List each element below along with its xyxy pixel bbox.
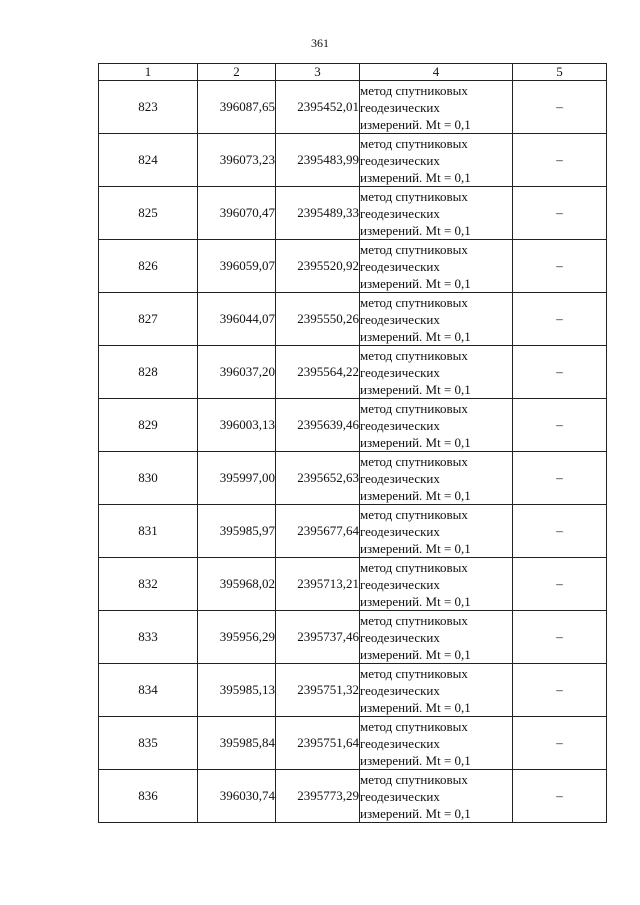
point-number-cell: 833: [99, 611, 198, 664]
method-line: метод спутниковых: [360, 82, 468, 98]
point-number-cell: 828: [99, 346, 198, 399]
method-line: геодезических: [360, 629, 440, 645]
x-coordinate-cell: 396073,23: [198, 134, 276, 187]
method-line: метод спутниковых: [360, 771, 468, 787]
column-5-cell: –: [513, 187, 607, 240]
table-row: [99, 770, 607, 823]
x-coordinate-cell: 396044,07: [198, 293, 276, 346]
method-line: метод спутниковых: [360, 135, 468, 151]
x-coordinate-cell: 395985,84: [198, 717, 276, 770]
method-line: измерений. Mt = 0,1: [360, 116, 471, 132]
point-number-cell: 835: [99, 717, 198, 770]
table-row: [99, 293, 607, 346]
method-cell: [360, 611, 513, 664]
table-row: [99, 346, 607, 399]
method-line: измерений. Mt = 0,1: [360, 699, 471, 715]
y-coordinate-cell: 2395550,26: [276, 293, 360, 346]
x-coordinate-cell: 396087,65: [198, 81, 276, 134]
table-header-row: [99, 64, 607, 81]
method-line: измерений. Mt = 0,1: [360, 328, 471, 344]
method-cell: [360, 240, 513, 293]
y-coordinate-cell: 2395677,64: [276, 505, 360, 558]
method-line: метод спутниковых: [360, 612, 468, 628]
method-line: геодезических: [360, 417, 440, 433]
method-line: геодезических: [360, 99, 440, 115]
column-5-cell: –: [513, 717, 607, 770]
method-line: геодезических: [360, 364, 440, 380]
y-coordinate-cell: 2395639,46: [276, 399, 360, 452]
x-coordinate-cell: 395956,29: [198, 611, 276, 664]
method-cell: [360, 452, 513, 505]
method-cell: [360, 293, 513, 346]
table-row: [99, 611, 607, 664]
x-coordinate-cell: 395985,13: [198, 664, 276, 717]
method-line: метод спутниковых: [360, 718, 468, 734]
y-coordinate-cell: 2395489,33: [276, 187, 360, 240]
method-line: метод спутниковых: [360, 506, 468, 522]
method-line: геодезических: [360, 523, 440, 539]
point-number-cell: 827: [99, 293, 198, 346]
table-row: [99, 240, 607, 293]
table-row: [99, 505, 607, 558]
method-cell: [360, 505, 513, 558]
y-coordinate-cell: 2395483,99: [276, 134, 360, 187]
table-row: [99, 81, 607, 134]
method-line: геодезических: [360, 788, 440, 804]
x-coordinate-cell: 395997,00: [198, 452, 276, 505]
method-cell: [360, 558, 513, 611]
method-cell: [360, 399, 513, 452]
column-header-1: 1: [99, 64, 198, 81]
point-number-cell: 831: [99, 505, 198, 558]
column-5-cell: –: [513, 505, 607, 558]
table-row: [99, 187, 607, 240]
point-number-cell: 826: [99, 240, 198, 293]
method-line: измерений. Mt = 0,1: [360, 222, 471, 238]
method-line: измерений. Mt = 0,1: [360, 540, 471, 556]
table-row: [99, 717, 607, 770]
method-cell: [360, 187, 513, 240]
method-line: измерений. Mt = 0,1: [360, 487, 471, 503]
point-number-cell: 834: [99, 664, 198, 717]
method-line: геодезических: [360, 470, 440, 486]
method-line: геодезических: [360, 258, 440, 274]
method-line: измерений. Mt = 0,1: [360, 381, 471, 397]
page-number: 361: [311, 36, 329, 50]
point-number-cell: 832: [99, 558, 198, 611]
method-line: метод спутниковых: [360, 400, 468, 416]
column-5-cell: –: [513, 293, 607, 346]
column-header-5: 5: [513, 64, 607, 81]
method-cell: [360, 664, 513, 717]
column-header-4: 4: [360, 64, 513, 81]
method-line: метод спутниковых: [360, 665, 468, 681]
table-row: [99, 452, 607, 505]
method-line: метод спутниковых: [360, 559, 468, 575]
method-line: измерений. Mt = 0,1: [360, 752, 471, 768]
x-coordinate-cell: 396037,20: [198, 346, 276, 399]
column-5-cell: –: [513, 134, 607, 187]
method-cell: [360, 770, 513, 823]
x-coordinate-cell: 396070,47: [198, 187, 276, 240]
method-line: метод спутниковых: [360, 188, 468, 204]
method-line: измерений. Mt = 0,1: [360, 275, 471, 291]
method-line: геодезических: [360, 311, 440, 327]
method-line: измерений. Mt = 0,1: [360, 169, 471, 185]
y-coordinate-cell: 2395751,64: [276, 717, 360, 770]
point-number-cell: 829: [99, 399, 198, 452]
point-number-cell: 825: [99, 187, 198, 240]
column-5-cell: –: [513, 611, 607, 664]
point-number-cell: 823: [99, 81, 198, 134]
table-row: [99, 399, 607, 452]
method-line: измерений. Mt = 0,1: [360, 646, 471, 662]
coordinates-table: [98, 63, 607, 823]
x-coordinate-cell: 396030,74: [198, 770, 276, 823]
column-5-cell: –: [513, 770, 607, 823]
column-5-cell: –: [513, 81, 607, 134]
method-line: метод спутниковых: [360, 347, 468, 363]
method-line: геодезических: [360, 735, 440, 751]
method-cell: [360, 81, 513, 134]
method-line: геодезических: [360, 205, 440, 221]
method-line: измерений. Mt = 0,1: [360, 593, 471, 609]
column-header-3: 3: [276, 64, 360, 81]
y-coordinate-cell: 2395751,32: [276, 664, 360, 717]
method-cell: [360, 134, 513, 187]
column-5-cell: –: [513, 558, 607, 611]
y-coordinate-cell: 2395652,63: [276, 452, 360, 505]
table-row: [99, 664, 607, 717]
point-number-cell: 836: [99, 770, 198, 823]
y-coordinate-cell: 2395564,22: [276, 346, 360, 399]
y-coordinate-cell: 2395452,01: [276, 81, 360, 134]
method-line: геодезических: [360, 576, 440, 592]
x-coordinate-cell: 396003,13: [198, 399, 276, 452]
table-row: [99, 134, 607, 187]
table-body: [99, 81, 607, 823]
method-cell: [360, 346, 513, 399]
column-5-cell: –: [513, 452, 607, 505]
x-coordinate-cell: 395985,97: [198, 505, 276, 558]
method-line: метод спутниковых: [360, 453, 468, 469]
x-coordinate-cell: 396059,07: [198, 240, 276, 293]
method-line: геодезических: [360, 152, 440, 168]
column-5-cell: –: [513, 240, 607, 293]
point-number-cell: 830: [99, 452, 198, 505]
column-header-2: 2: [198, 64, 276, 81]
y-coordinate-cell: 2395520,92: [276, 240, 360, 293]
column-5-cell: –: [513, 399, 607, 452]
y-coordinate-cell: 2395773,29: [276, 770, 360, 823]
column-5-cell: –: [513, 664, 607, 717]
method-cell: [360, 717, 513, 770]
y-coordinate-cell: 2395713,21: [276, 558, 360, 611]
method-line: геодезических: [360, 682, 440, 698]
table-row: [99, 558, 607, 611]
method-line: измерений. Mt = 0,1: [360, 434, 471, 450]
method-line: метод спутниковых: [360, 241, 468, 257]
method-line: измерений. Mt = 0,1: [360, 805, 471, 821]
method-line: метод спутниковых: [360, 294, 468, 310]
y-coordinate-cell: 2395737,46: [276, 611, 360, 664]
column-5-cell: –: [513, 346, 607, 399]
x-coordinate-cell: 395968,02: [198, 558, 276, 611]
point-number-cell: 824: [99, 134, 198, 187]
